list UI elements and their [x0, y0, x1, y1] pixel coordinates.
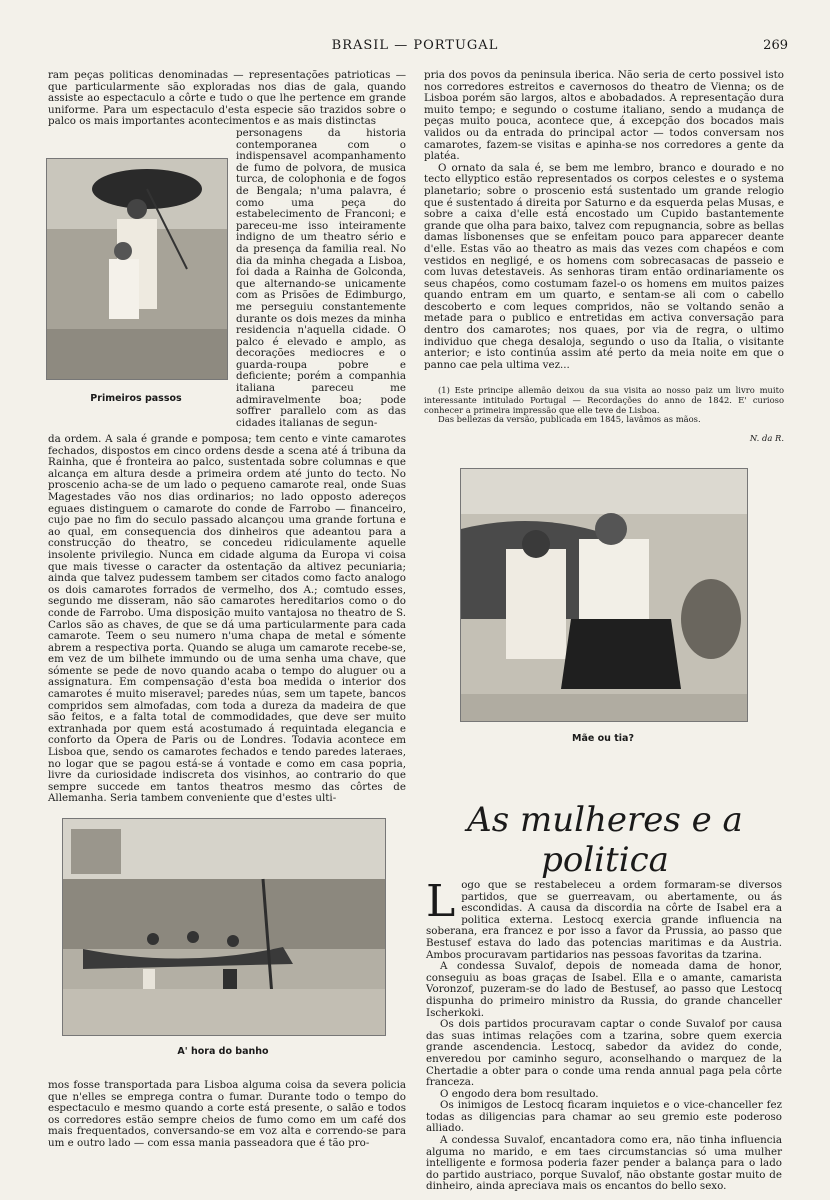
caption-primeiros-passos: Primeiros passos [90, 393, 182, 404]
running-header-title: BRASIL — PORTUGAL [331, 38, 499, 53]
page-number: 269 [763, 38, 788, 53]
dropcap-letter: L [426, 876, 456, 927]
article-paragraph-3: Os dois partidos procuravam captar o conde Suvalof por causa das suas intimas relações com a tzarina, sobre quem exercia grande ascendencia. Lestocq, sabedor da avidez do conde, enveredou por caminho seguro, aconselhando o marquez de la Chertadie a obter para o conde uma renda annual paga pela côrte franceza. [426, 1018, 782, 1089]
article-heading: As mulheres e a politica [467, 800, 743, 880]
article-paragraph-4: O engodo dera bom resultado. [440, 1087, 599, 1100]
left-column-bottom [48, 1080, 406, 1150]
article-body [426, 876, 782, 1193]
article-paragraph-2: A condessa Suvalof, depois de nomeada dama de honor, conseguiu as boas graças de Isabel. Ella e o amante, camarista Voronzof, puzeram-se do lado de Bestusef, ao passo que Lestocq dispunha do primeiro ministro da Russia, do grande chanceller Ischerkoki. [426, 960, 782, 1019]
article-paragraph-1: ogo que se restabeleceu a ordem formaram-se diversos partidos, que se guerreavam, ou abertamente, ou ás escondidas. A causa da discordia na côrte de Isabel era a politica externa. Lestocq exercia grande influencia na soberana, era francez e por isso a favor da Prussia, ao passo que Bestusef estava do lado das potencias maritimas e da Austria. Ambos procuravam partidarios nas pessoas favoritas da tzarina. [426, 879, 782, 961]
signature: N. da R. [749, 433, 784, 443]
bottom-paragraph: mos fosse transportada para Lisboa alguma coisa da severa policia que n'elles se emprega contra o fumar. Durante todo o tempo do espectaculo e mesmo quando a corte está presente, o salão e todos os corredores estão sempre cheios de fumo como em um café dos mais frequentados, conversando-se em voz alta e correndo-se para um e outro lado — com essa mania passeadora que é tão pro- [48, 1079, 406, 1149]
wrapped-paragraph: personagens da historia contemporanea com o indispensavel acompanhamento de fumo de polvora, de musica turca, de colophonia e de fogos de Bengala; n'uma palavra, é como uma peça do estabelecimento de Franconi; e pareceu-me isso inteiramente indigno de um theatro sério e da presença da familia real. No dia da minha chegada a Lisboa, foi dada a Rainha de Golconda, que alternando-se unicamente com as Prisões de Edimburgo, me perseguiu constantemente durante os dois mezes da minha residencia n'aquella cidade. O palco é elevado e amplo, as decorações mediocres e o guarda-roupa pobre e deficiente; porém a companhia italiana pareceu me admiravelmente boa; pode soffrer parallelo com as das cidades italianas de segun- [236, 127, 406, 429]
article-paragraph-5: Os inimigos de Lestocq ficaram inquietos e o vice-chanceller fez todas as diligencias para chamar ao seu gremio este poderoso alliado. [426, 1099, 782, 1135]
right-column-text [424, 70, 784, 371]
article-paragraph-6: A condessa Suvalof, encantadora como era, não tinha influencia alguma no marido, e em taes circumstancias só uma mulher intelligente e formosa poderia fazer pender a balança para o lado do partido austriaco, porque Suvalof, não obstante gostar muito de dinheiro, ainda apreciava mais os encantos do bello sexo. [426, 1134, 782, 1193]
intro-paragraph: ram peças politicas denominadas — representações patrioticas — que particularmente são exploradas nos dias de gala, quando assiste ao espectaculo a côrte e tudo o que lhe pertence em grande uniforme. Para um espectaculo d'esta especie são trazidos sobre o palco os mais importantes acontecimentos e as mais distinctas [48, 69, 406, 128]
photo-hora-do-banho [62, 818, 386, 1036]
caption-mae-ou-tia: Mãe ou tia? [572, 733, 634, 744]
main-paragraph: da ordem. A sala é grande e pomposa; tem cento e vinte camarotes fechados, dispostos em cinco ordens desde a scena até á tribuna da Rainha, que é fronteira ao palco, sustentada sobre columnas e que alcança em altura desde a primeira ordem até junto do tecto. No proscenio acha-se de um lado o pequeno camarote real, onde Suas Magestades vão nos dias ordinarios; no lado opposto adereços eguaes distinguem o camarote do conde de Farrobo — financeiro, cujo pae no fim do seculo passado alcançou uma grande fortuna e ao qual, em consequencia dos dinheiros que adeantou para a construcção do theatro, se concedeu ridiculamente aquelle insolente privilegio. Nunca em cidade alguma da Europa vi coisa que mais tivesse o caracter da ostentação da altivez pecuniaria; ainda que talvez pudessem tambem ser citados como facto analogo os dois camarotes forrados de vermelho, dos A.; comtudo esses, segundo me disseram, não são camarotes hereditarios como o do conde de Farrobo. Uma disposição muito vantajosa no theatro de S. Carlos são as chaves, de que se dá uma particularmente para cada camarote. Teem o seu numero n'uma chapa de metal e sómente abrem a respectiva porta. Quando se aluga um camarote recebe-se, em vez de um bilhete immundo ou de uma senha uma chave, que sómente se pede de novo quando acaba o tempo do aluguer ou a assignatura. Em compensação d'esta boa medida o interior dos camarotes é muito miseravel; paredes núas, sem um tapete, bancos compridos sem almofadas, com toda a dureza da madeira de que são feitos, e a falta total de commodidades, que deve ser muito extranhada por quem está acostumado á requintada elegancia e conforto da Opera de Paris ou de Londres. Todavia acontece em Lisboa que, sendo os camarotes fechados e tendo paredes lateraes, no logar que se pagou está-se á vontade e como em casa popria, livre da curiosidade indiscreta dos visinhos, ao contrario do que sempre succede em tantos theatros mesmo das côrtes de Allemanha. Seria tambem conveniente que d'estes ulti- [48, 433, 406, 805]
left-column-wrapped [236, 128, 406, 429]
right-paragraph-2: O ornato da sala é, se bem me lembro, branco e dourado e no tecto ellyptico estão representados os corpos celestes e o systema planetario; sobre o proscenio está sustentado um grande relogio que é sustentado á direita por Saturno e da esquerda pelas Musas, e sobre a caixa d'elle está encostado um Cupido bastantemente grande que olha para baixo, talvez com repugnancia, sobre as bellas damas lisbonenses que se enfeitam pouco para apparecer deante d'elle. Estas vão ao theatro as mais das vezes com chapéos e com vestidos en negligé, e os homens com sobrecasacas de passeio e com luvas detestaveis. As senhoras tiram então ordinariamente os seus chapéos, como costumam fazel-o os homens em muitos paizes quando entram em um quarto, e sentam-se ali com o cabello descoberto e com leques compridos, não se voltando senão a metade para o publico e entretidas em activa conversação para dentro dos camarotes; nos quaes, por via de regra, o ultimo individuo que chega desaloja, segundo o uso da Italia, o visitante anterior; e isto continúa assim até perto da meia noite em que o panno cae pela ultima vez... [424, 161, 784, 371]
photo-mae-ou-tia [460, 468, 748, 722]
left-column-intro [48, 70, 406, 128]
footnote-1: (1) Este principe allemão deixou da sua visita ao nosso paiz um livro muito interessante intitulado Portugal — Recordações do anno de 1842. E' curioso conhecer a primeira impressão que elle teve de Lisboa. [424, 385, 784, 415]
footnote-block [424, 386, 784, 425]
caption-hora-do-banho: A' hora do banho [177, 1046, 269, 1057]
right-paragraph-1: pria dos povos da peninsula iberica. Não seria de certo possivel isto nos corredores estreitos e cavernosos do theatro de Vienna; os de Lisboa porém são largos, altos e abobadados. A representação dura muito tempo; e segundo o costume italiano, sendo a mudança de peças muito pouca, acontece que, á excepção dos bocados mais validos ou da entrada do principal actor — todos conversam nos camarotes, fazem-se visitas e apinha-se nos corredores a gente da platéa. [424, 69, 784, 163]
left-column-main [48, 434, 406, 805]
photo-primeiros-passos [46, 158, 228, 380]
footnote-2: Das bellezas da versão, publicada em 1845, lavâmos as mãos. [438, 414, 701, 425]
